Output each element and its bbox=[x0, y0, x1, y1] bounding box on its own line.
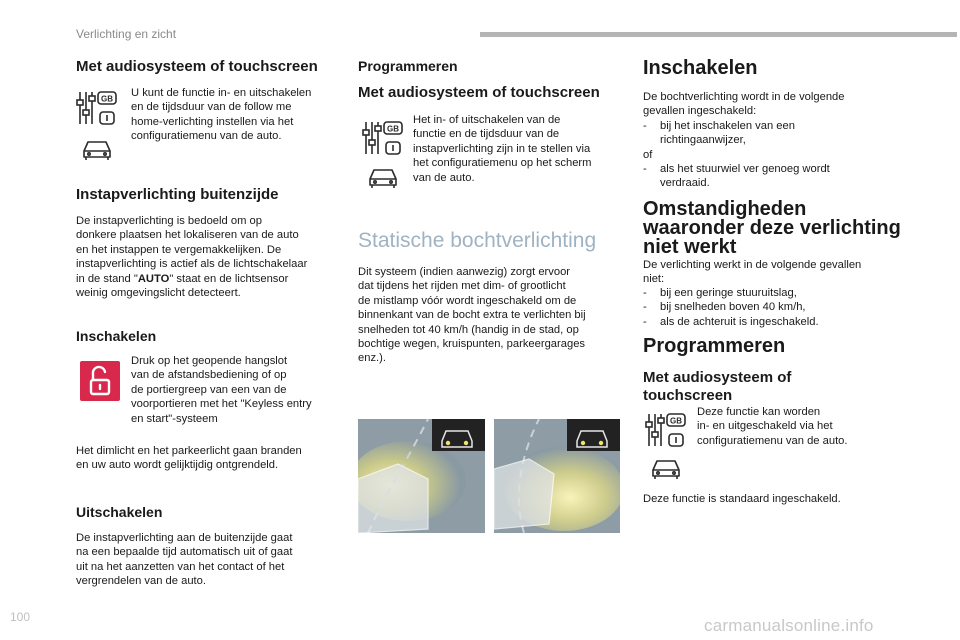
programmeren-footer: Deze functie is standaard ingeschakeld. bbox=[643, 493, 841, 505]
settings-sliders-icon bbox=[362, 118, 406, 158]
cornering-light-image-left bbox=[358, 419, 485, 533]
heading-omstandigheden: Omstandigheden waaronder deze verlichting niet werkt bbox=[643, 198, 901, 258]
audio-touchscreen-text: U kunt de functie in- en uitschakelen en de tijdsduur van de follow me home-verlichting instellen via het configuratiemenu van de auto. bbox=[131, 87, 312, 143]
programmeren-text: Deze functie kan worden in- en uitgeschakeld via het configuratiemenu van de auto. bbox=[697, 406, 848, 447]
audio-touchscreen-text-2: Het in- of uitschakelen van de functie en de tijdsduur van de instapverlichting zijn in te stellen via het configuratiemenu op het scherm van de auto. bbox=[413, 114, 592, 184]
svg-text:GB: GB bbox=[101, 94, 113, 104]
heading-audio-touchscreen: Met audiosysteem of touchscreen bbox=[76, 58, 318, 75]
heading-programmeren-small: Programmeren bbox=[358, 58, 458, 74]
page-number: 100 bbox=[10, 610, 31, 624]
heading-inschakelen-large: Inschakelen bbox=[643, 57, 758, 79]
inschakelen-intro: De bochtverlichting wordt in de volgende gevallen ingeschakeld: bbox=[643, 91, 845, 118]
heading-uitschakelen: Uitschakelen bbox=[76, 504, 163, 520]
heading-instapverlichting: Instapverlichting buitenzijde bbox=[76, 186, 279, 203]
car-icon bbox=[80, 137, 114, 161]
heading-audio-touchscreen-2: Met audiosysteem of touchscreen bbox=[358, 84, 600, 101]
instapverlichting-text: De instapverlichting is bedoeld om op donkere plaatsen het lokaliseren van de auto en het instappen te vergemakkelijken. De instapverlichting is actief als de lichtschakelaar in de stand "AUTO" staat en de lichtsensor weinig omgevingslicht detecteert. bbox=[76, 215, 308, 300]
of-text: of bbox=[643, 149, 653, 161]
svg-text:GB: GB bbox=[387, 124, 399, 134]
settings-sliders-icon bbox=[645, 410, 689, 450]
svg-text:GB: GB bbox=[670, 416, 682, 426]
statische-bochtverlichting-text: Dit systeem (indien aanwezig) zorgt ervoor dat tijdens het rijden met dim- of grootlicht de mistlamp vóór wordt ingeschakeld om de binnenkant van de bocht extra te verlichten bij snelheden tot 40 km/h (handig in de stad, op bochtige wegen, kruispunten, parkeergarages enz.). bbox=[358, 266, 586, 365]
cornering-light-image-right bbox=[494, 419, 620, 533]
header-bar bbox=[480, 32, 957, 37]
heading-statische-bochtverlichting: Statische bochtverlichting bbox=[358, 229, 597, 252]
padlock-icon bbox=[80, 361, 120, 401]
settings-sliders-icon bbox=[76, 88, 120, 128]
section-header: Verlichting en zicht bbox=[76, 27, 177, 41]
auto-mode-label: AUTO bbox=[137, 272, 170, 285]
heading-audio-touchscreen-3: Met audiosysteem of touchscreen bbox=[643, 369, 792, 404]
car-icon bbox=[649, 456, 683, 480]
omstandigheden-list bbox=[643, 286, 883, 329]
car-icon bbox=[366, 165, 400, 189]
inschakelen-text: Druk op het geopende hangslot van de afstandsbediening of op de portiergreep van een van de voorportieren met het "Keyless entry en start"-systeem bbox=[131, 355, 312, 425]
inschakelen-list-2 bbox=[643, 162, 883, 191]
inschakelen-list bbox=[643, 119, 883, 148]
heading-programmeren-large: Programmeren bbox=[643, 335, 786, 357]
list-item: - bij het inschakelen van een richtingaanwijzer, bbox=[643, 120, 795, 147]
list-item: - bij een geringe stuuruitslag, bbox=[643, 287, 797, 299]
list-item: - als het stuurwiel ver genoeg wordt verdraaid. bbox=[643, 163, 830, 190]
inschakelen-result-text: Het dimlicht en het parkeerlicht gaan branden en uw auto wordt gelijktijdig ontgrendeld. bbox=[76, 445, 302, 472]
list-item: - bij snelheden boven 40 km/h, bbox=[643, 301, 806, 314]
list-item: - als de achteruit is ingeschakeld. bbox=[643, 315, 819, 328]
unlock-button-image bbox=[80, 361, 120, 401]
omstandigheden-intro: De verlichting werkt in de volgende gevallen niet: bbox=[643, 259, 862, 286]
heading-inschakelen: Inschakelen bbox=[76, 328, 157, 344]
watermark: carmanualsonline.info bbox=[704, 616, 874, 635]
uitschakelen-text: De instapverlichting aan de buitenzijde gaat na een bepaalde tijd automatisch uit of gaat uit na het aanzetten van het contact of het vergrendelen van de auto. bbox=[76, 532, 293, 588]
